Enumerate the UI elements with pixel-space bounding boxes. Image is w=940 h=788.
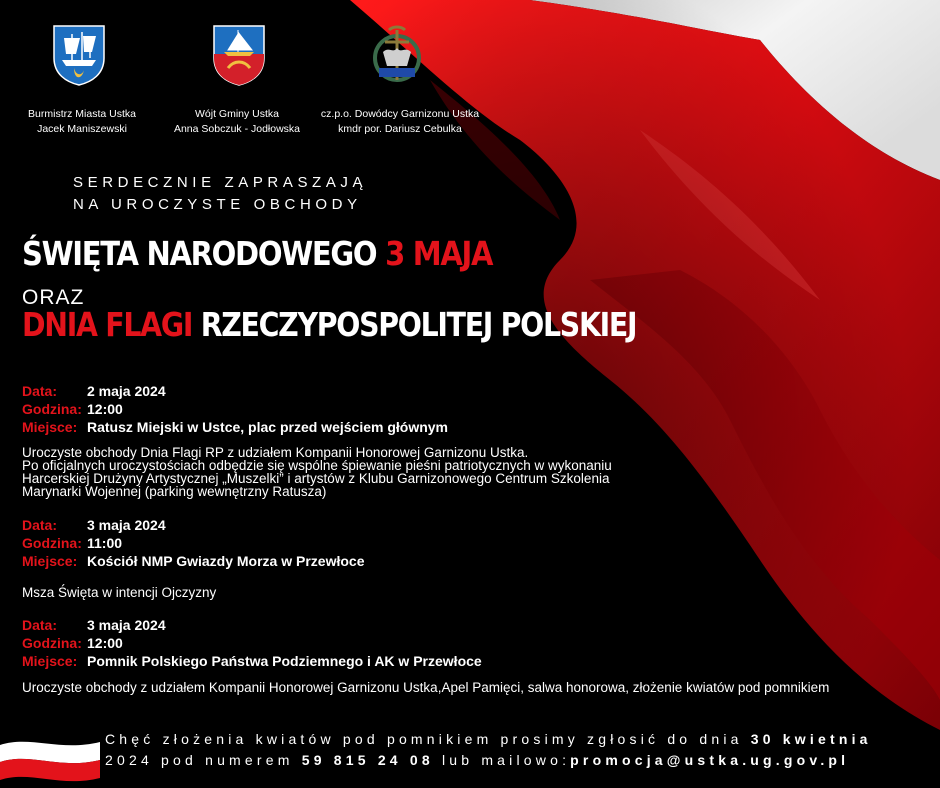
time-label: Godzina: bbox=[22, 635, 82, 651]
headline-date: 3 MAJA bbox=[385, 234, 493, 273]
host-title: Burmistrz Miasta Ustka bbox=[28, 108, 136, 120]
place-label: Miejsce: bbox=[22, 419, 78, 435]
host-title: Wójt Gminy Ustka bbox=[194, 108, 279, 120]
invitation-line-1: SERDECZNIE ZAPRASZAJĄ bbox=[73, 174, 368, 191]
footer-text: lub mailowo: bbox=[433, 752, 571, 768]
event-1-description: Uroczyste obchody Dnia Flagi RP z udziałem Kompanii Honorowej Garnizonu Ustka. Po oficjalnych uroczystościach odbędzie się wspólne śpiewanie pieśni patriotycznych w wykonaniu Harcerskiej Drużyny Artystycznej „Muszelki” i artystów z Klubu Garnizonowego Centrum Szkolenia Marynarki Wojennej (parking wewnętrzny Ratusza) bbox=[22, 445, 612, 499]
footer-line-1 bbox=[105, 731, 872, 747]
host-name: kmdr por. Dariusz Cebulka bbox=[338, 123, 462, 135]
event-date: 3 maja 2024 bbox=[87, 517, 166, 533]
place-label: Miejsce: bbox=[22, 553, 78, 569]
headline-text: ŚWIĘTA NARODOWEGO bbox=[22, 234, 386, 273]
event-time: 12:00 bbox=[87, 635, 123, 651]
footer-email: promocja@ustka.ug.gov.pl bbox=[570, 752, 850, 768]
invitation-line-2: NA UROCZYSTE OBCHODY bbox=[73, 196, 362, 213]
date-label: Data: bbox=[22, 517, 58, 533]
footer-deadline: 30 kwietnia bbox=[750, 731, 872, 747]
footer-phone: 59 815 24 08 bbox=[301, 752, 434, 768]
host-name: Jacek Maniszewski bbox=[37, 123, 127, 135]
place-label: Miejsce: bbox=[22, 653, 78, 669]
event-1 bbox=[22, 382, 448, 436]
event-2 bbox=[22, 516, 364, 570]
navy-garrison-emblem-icon bbox=[369, 24, 425, 86]
headline-connector: ORAZ bbox=[22, 286, 85, 309]
event-date: 3 maja 2024 bbox=[87, 617, 166, 633]
event-2-description: Msza Święta w intencji Ojczyzny bbox=[22, 585, 217, 600]
event-3-description: Uroczyste obchody z udziałem Kompanii Honorowej Garnizonu Ustka,Apel Pamięci, salwa honorowa, złożenie kwiatów pod pomnikiem bbox=[22, 680, 830, 695]
host-title: cz.p.o. Dowódcy Garnizonu Ustka bbox=[320, 108, 480, 120]
event-place: Pomnik Polskiego Państwa Podziemnego i AK w Przewłoce bbox=[87, 653, 482, 669]
invitation-text bbox=[73, 172, 367, 216]
event-time: 11:00 bbox=[87, 535, 123, 551]
event-3 bbox=[22, 616, 482, 670]
headline-flag-day-red: DNIA FLAGI bbox=[22, 305, 193, 344]
date-label: Data: bbox=[22, 617, 58, 633]
footer-text: 2024 pod numerem bbox=[105, 752, 302, 768]
host-garrison-commander bbox=[305, 107, 495, 137]
time-label: Godzina: bbox=[22, 535, 82, 551]
headline-republic: RZECZYPOSPOLITEJ POLSKIEJ bbox=[192, 305, 637, 344]
host-commune-head bbox=[164, 107, 310, 137]
host-mayor bbox=[14, 107, 150, 137]
event-time: 12:00 bbox=[87, 401, 123, 417]
footer-line-2 bbox=[105, 752, 849, 768]
host-name: Anna Sobczuk - Jodłowska bbox=[173, 123, 301, 135]
ustka-city-crest-icon bbox=[52, 24, 106, 86]
date-label: Data: bbox=[22, 383, 58, 399]
footer-text: Chęć złożenia kwiatów pod pomnikiem prosimy zgłosić do dnia bbox=[105, 731, 751, 747]
ustka-commune-crest-icon bbox=[212, 24, 266, 86]
headline-national-holiday bbox=[22, 234, 492, 273]
event-place: Ratusz Miejski w Ustce, plac przed wejściem głównym bbox=[87, 419, 449, 435]
event-date: 2 maja 2024 bbox=[87, 383, 166, 399]
time-label: Godzina: bbox=[22, 401, 82, 417]
event-place: Kościół NMP Gwiazdy Morza w Przewłoce bbox=[87, 553, 365, 569]
headline-flag-day bbox=[22, 305, 636, 344]
